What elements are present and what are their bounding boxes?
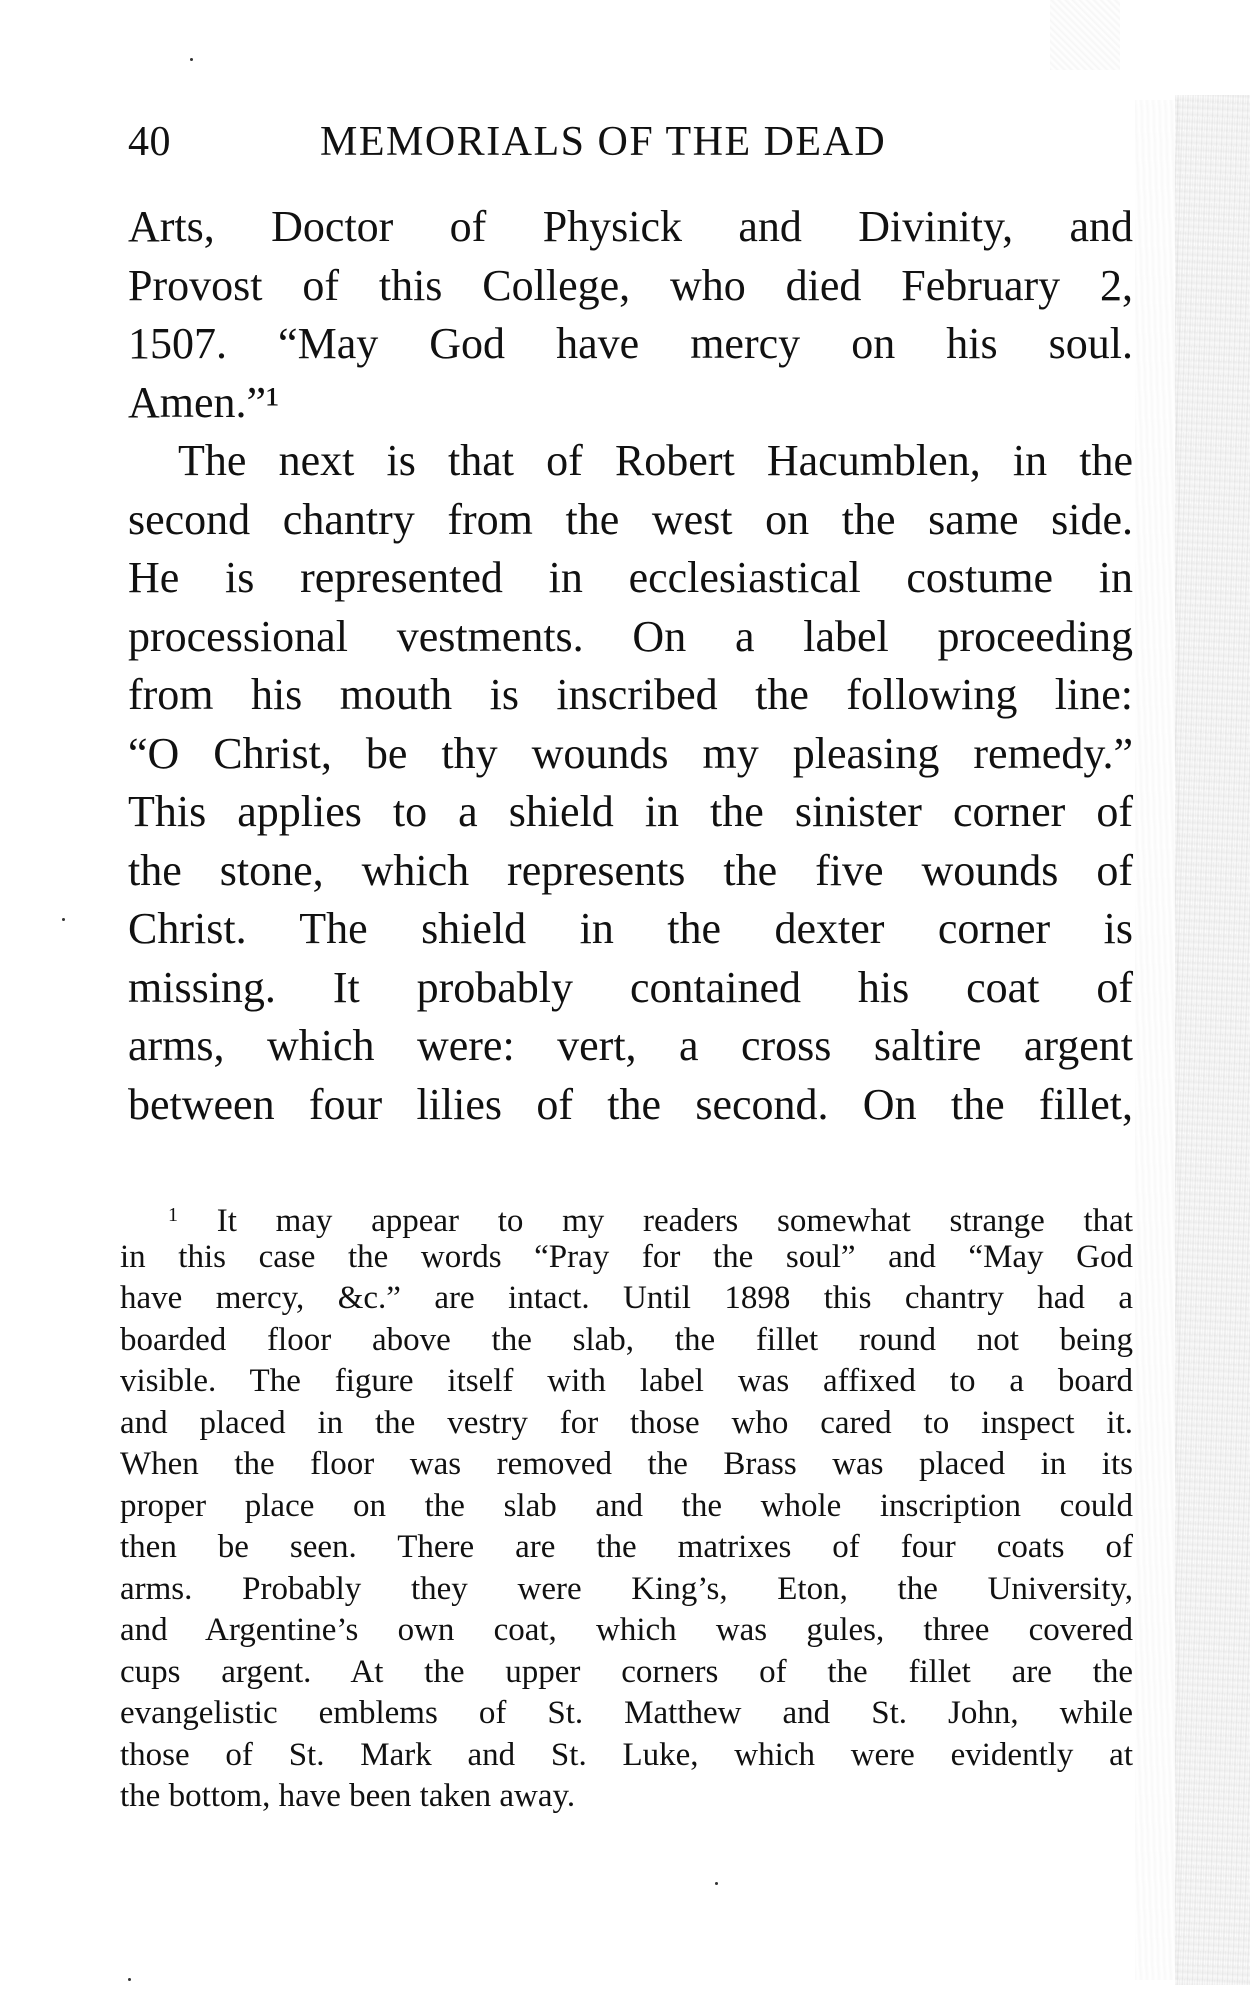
scan-speck <box>62 918 65 921</box>
footnote-line: the bottom, have been taken away. <box>120 1778 576 1814</box>
footnote-line: boarded floor above the slab, the fillet round not being <box>120 1321 1133 1358</box>
body-line: missing. It probably contained his coat of <box>128 962 1133 1012</box>
body-line: 1507. “May God have mercy on his soul. <box>128 319 1133 368</box>
body-line: Christ. The shield in the dexter corner is <box>128 904 1133 953</box>
scan-noise-top <box>1050 0 1120 70</box>
footnote <box>120 1195 1133 1818</box>
footnote-line: proper place on the slab and the whole inscription could <box>120 1487 1133 1524</box>
footnote-line: cups argent. At the upper corners of the fillet are the <box>120 1653 1133 1690</box>
body-line: “O Christ, be thy wounds my pleasing remedy.” <box>128 728 1133 778</box>
footnote-line: then be seen. There are the matrixes of four coats of <box>120 1529 1133 1565</box>
scan-speck <box>128 1978 131 1981</box>
running-head <box>128 118 948 168</box>
footnote-line: evangelistic emblems of St. Matthew and St. John, while <box>120 1695 1133 1731</box>
body-line: Provost of this College, who died February 2, <box>128 260 1133 310</box>
body-line: between four lilies of the second. On the fillet, <box>128 1079 1133 1129</box>
scan-speck <box>190 58 193 61</box>
body-line: processional vestments. On a label proceeding <box>128 611 1133 661</box>
footnote-line: those of St. Mark and St. Luke, which were evidently at <box>120 1736 1133 1773</box>
page-number: 40 <box>128 119 171 165</box>
footnote-line: and Argentine’s own coat, which was gules, three covered <box>120 1612 1133 1648</box>
footnote-first-line <box>120 1195 1133 1237</box>
footnote-line: visible. The figure itself with label was affixed to a board <box>120 1363 1133 1399</box>
footnote-marker: 1 <box>168 1204 178 1226</box>
body-line: from his mouth is inscribed the following line: <box>128 670 1133 719</box>
scan-edge-shadow <box>1135 100 1180 1980</box>
scan-edge-right <box>1175 95 1250 1985</box>
body-line: This applies to a shield in the sinister corner of <box>128 787 1133 836</box>
body-line: Amen.”¹ <box>128 377 280 427</box>
footnote-line: in this case the words “Pray for the soul” and “May God <box>120 1238 1133 1275</box>
footnote-line: arms. Probably they were King’s, Eton, the University, <box>120 1570 1133 1607</box>
body-line: the stone, which represents the five wounds of <box>128 845 1133 895</box>
body-text <box>128 198 1133 1134</box>
footnote-line: have mercy, &c.” are intact. Until 1898 this chantry had a <box>120 1280 1133 1316</box>
footnote-first-line-text: It may appear to my readers somewhat strange that <box>216 1203 1133 1239</box>
body-line: arms, which were: vert, a cross saltire argent <box>128 1021 1133 1070</box>
scan-speck <box>715 1882 718 1885</box>
body-line: second chantry from the west on the same side. <box>128 494 1133 544</box>
body-line: The next is that of Robert Hacumblen, in the <box>178 436 1133 485</box>
body-line: Arts, Doctor of Physick and Divinity, and <box>128 202 1133 251</box>
footnote-line: When the floor was removed the Brass was placed in its <box>120 1446 1133 1482</box>
body-line: He is represented in ecclesiastical costume in <box>128 553 1133 602</box>
running-title: MEMORIALS OF THE DEAD <box>320 119 887 165</box>
footnote-line: and placed in the vestry for those who cared to inspect it. <box>120 1404 1133 1441</box>
